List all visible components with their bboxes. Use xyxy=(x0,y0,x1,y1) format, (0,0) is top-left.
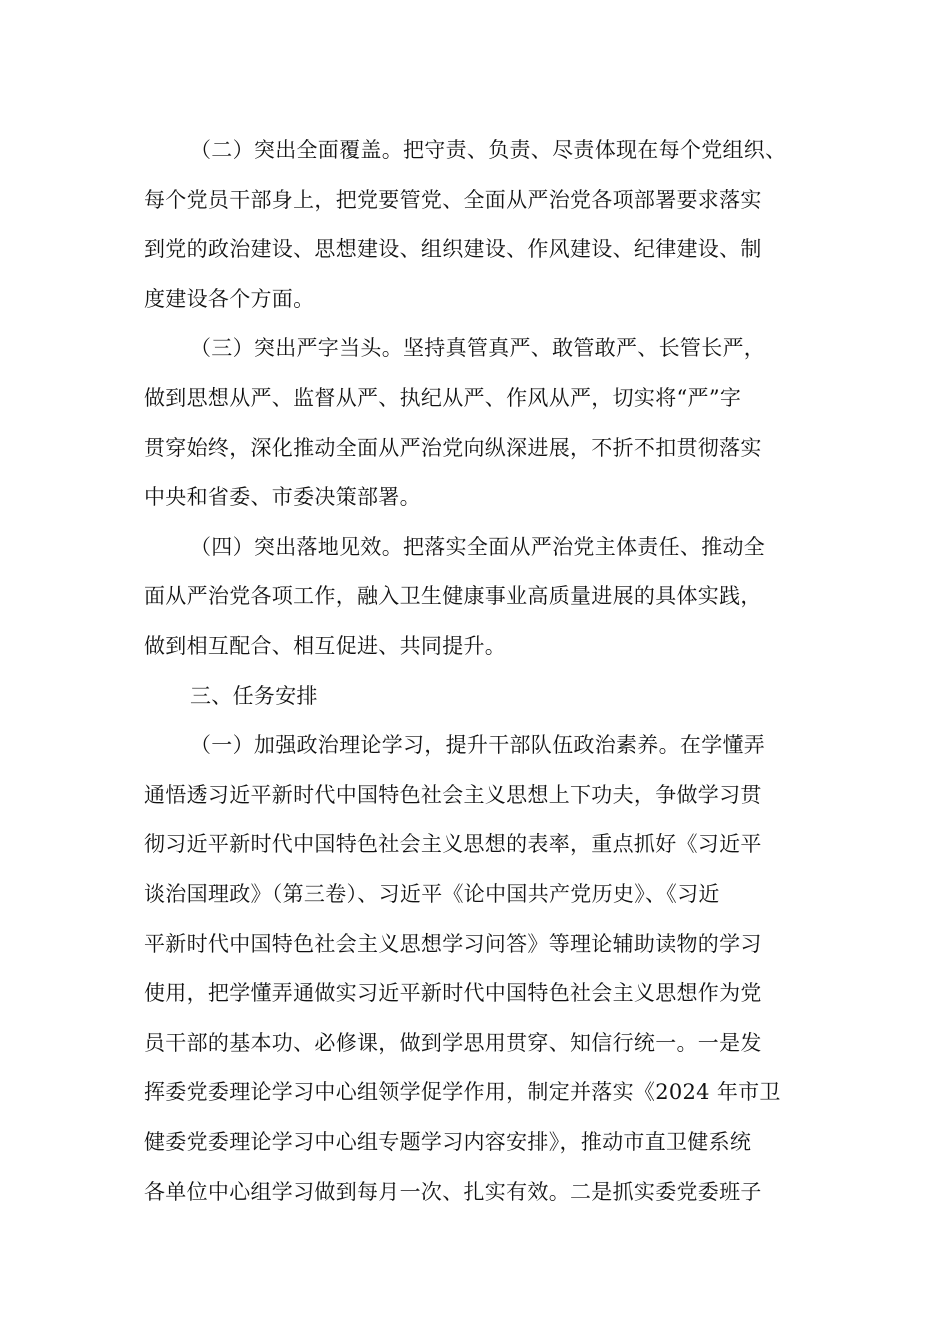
text-line: 通悟透习近平新时代中国特色社会主义思想上下功夫，争做学习贯 xyxy=(144,782,762,807)
text-line: 彻习近平新时代中国特色社会主义思想的表率，重点抓好《习近平 xyxy=(144,832,762,857)
text-line: 面从严治党各项工作，融入卫生健康事业高质量进展的具体实践， xyxy=(144,584,762,609)
text-line: 健委党委理论学习中心组专题学习内容安排》，推动市直卫健系统 xyxy=(144,1130,752,1154)
text-line: 每个党员干部身上，把党要管党、全面从严治党各项部署要求落实 xyxy=(144,187,762,212)
text-line: 使用，把学懂弄通做实习近平新时代中国特色社会主义思想作为党 xyxy=(144,981,762,1006)
text-line: （三）突出严字当头。坚持真管真严、敢管敢严、长管长严， xyxy=(190,336,766,361)
text-line: 谈治国理政》（第三卷）、习近平《论中国共产党历史》、《习近 xyxy=(144,882,720,906)
text-line: 三、任务安排 xyxy=(190,683,318,708)
text-line: 到党的政治建设、思想建设、组织建设、作风建设、纪律建设、制 xyxy=(144,237,762,262)
text-line: 员干部的基本功、必修课，做到学思用贯穿、知信行统一。一是发 xyxy=(144,1030,762,1055)
text-line: 挥委党委理论学习中心组领学促学作用，制定并落实《2024 年市卫 xyxy=(144,1080,781,1105)
text-line: （一）加强政治理论学习，提升干部队伍政治素养。在学懂弄 xyxy=(190,733,766,758)
text-line: （四）突出落地见效。把落实全面从严治党主体责任、推动全 xyxy=(190,534,766,559)
text-line: 平新时代中国特色社会主义思想学习问答》等理论辅助读物的学习 xyxy=(144,931,762,956)
text-line: 做到相互配合、相互促进、共同提升。 xyxy=(144,634,507,658)
text-line: 各单位中心组学习做到每月一次、扎实有效。二是抓实委党委班子 xyxy=(144,1179,762,1204)
text-line: 中央和省委、市委决策部署。 xyxy=(144,485,421,510)
text-line: 度建设各个方面。 xyxy=(144,286,315,311)
text-line: 贯穿始终，深化推动全面从严治党向纵深进展，不折不扣贯彻落实 xyxy=(144,435,762,460)
text-line: （二）突出全面覆盖。把守责、负责、尽责体现在每个党组织、 xyxy=(190,138,787,162)
text-line: 做到思想从严、监督从严、执纪从严、作风从严，切实将“严”字 xyxy=(144,386,742,410)
